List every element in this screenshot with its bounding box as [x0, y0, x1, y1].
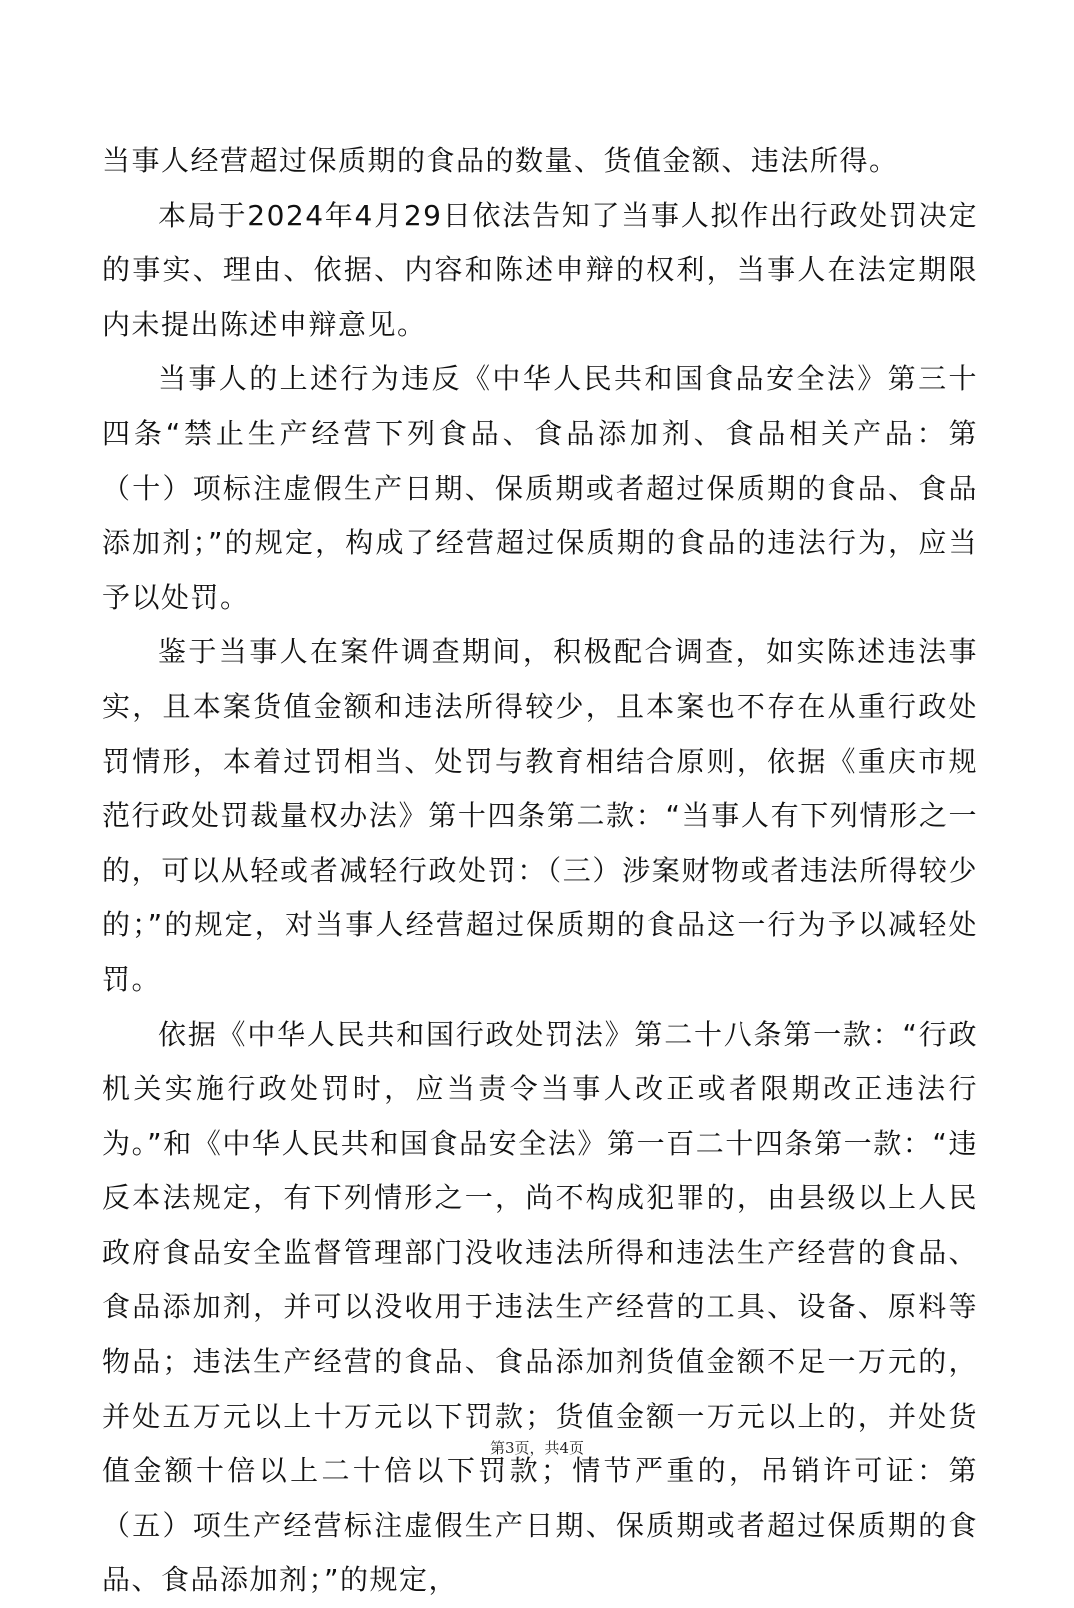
page-number-footer: 第3页，共4页: [0, 1437, 1074, 1458]
paragraph-legal-basis: 依据《中华人民共和国行政处罚法》第二十八条第一款：“行政机关实施行政处罚时，应当责令当事人改正或者限期改正违法行为。”和《中华人民共和国食品安全法》第一百二十四条第一款：“违反本法规定，有下列情形之一，尚不构成犯罪的，由县级以上人民政府食品安全监督管理部门没收违法所得和违法生产经营的食品、食品添加剂，并可以没收用于违法生产经营的工具、设备、原料等物品；违法生产经营的食品、食品添加剂货值金额不足一万元的，并处五万元以上十万元以下罚款；货值金额一万元以上的，并处货值金额十倍以上二十倍以下罚款；情节严重的，吊销许可证：第（五）项生产经营标注虚假生产日期、保质期或者超过保质期的食品、食品添加剂；”的规定，: [102, 1008, 978, 1608]
paragraph-mitigation: 鉴于当事人在案件调查期间，积极配合调查，如实陈述违法事实，且本案货值金额和违法所得较少，且本案也不存在从重行政处罚情形，本着过罚相当、处罚与教育相结合原则，依据《重庆市规范行政处罚裁量权办法》第十四条第二款：“当事人有下列情形之一的，可以从轻或者减轻行政处罚：（三）涉案财物或者违法所得较少的；”的规定，对当事人经营超过保质期的食品这一行为予以减轻处罚。: [102, 625, 978, 1007]
document-body: [102, 134, 978, 1608]
paragraph-violation: 当事人的上述行为违反《中华人民共和国食品安全法》第三十四条“禁止生产经营下列食品、食品添加剂、食品相关产品：第（十）项标注虚假生产日期、保质期或者超过保质期的食品、食品添加剂；”的规定，构成了经营超过保质期的食品的违法行为，应当予以处罚。: [102, 352, 978, 625]
paragraph-continuation: 当事人经营超过保质期的食品的数量、货值金额、违法所得。: [102, 134, 978, 189]
paragraph-notice: 本局于2024年4月29日依法告知了当事人拟作出行政处罚决定的事实、理由、依据、内容和陈述申辩的权利，当事人在法定期限内未提出陈述申辩意见。: [102, 189, 978, 353]
